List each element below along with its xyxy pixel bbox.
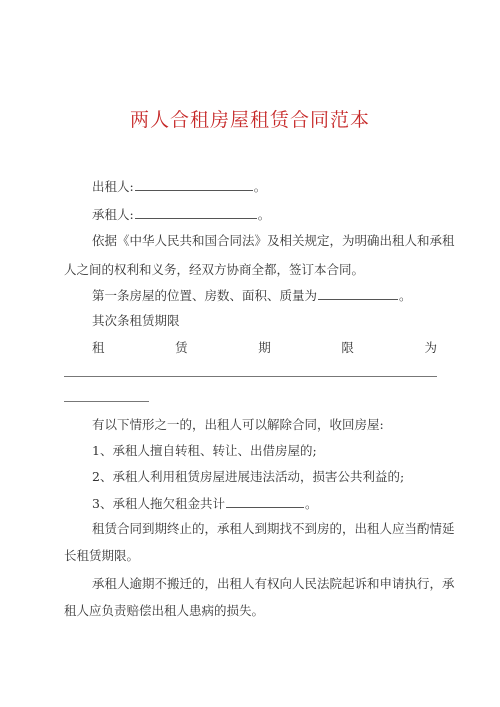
termination-item-1: 1、承租人擅自转租、转让、出借房屋的;	[92, 443, 317, 458]
intro-line-2: 人之间的权利和义务，经双方协商全都，签订本合同。	[64, 262, 365, 277]
article1-text: 第一条房屋的位置、房数、面积、质量为	[92, 288, 318, 303]
lease-term-blank-line-short[interactable]	[64, 401, 149, 402]
expiry-line-1: 租赁合同到期终止的，承租人到期找不到房的，出租人应当酌情延	[92, 521, 455, 536]
lessee-line	[92, 206, 270, 223]
lease-term-blank-line[interactable]	[64, 376, 437, 377]
lessor-label: 出租人:	[92, 179, 134, 194]
lease-term-char: 赁	[175, 340, 188, 355]
termination-intro: 有以下情形之一的，出租人可以解除合同，收回房屋:	[92, 417, 384, 432]
article2-heading: 其次条租赁期限	[92, 313, 180, 328]
lessee-blank[interactable]	[135, 206, 257, 219]
lessor-end: 。	[253, 179, 267, 194]
lease-term-char: 限	[341, 340, 354, 355]
termination-item-3	[92, 495, 317, 512]
article1-end: 。	[399, 288, 412, 303]
lease-term-char: 为	[424, 340, 437, 355]
termination-item-3-text: 3、承租人拖欠租金共计	[92, 496, 225, 511]
document-title: 两人合租房屋租赁合同范本	[129, 109, 370, 131]
lessee-label: 承租人:	[92, 207, 134, 222]
termination-item-2: 2、承租人利用租赁房屋进展违法活动，损害公共利益的;	[92, 469, 405, 484]
lessor-line	[92, 178, 266, 195]
overdue-line-1: 承租人逾期不搬迁的，出租人有权向人民法院起诉和申请执行，承	[92, 576, 455, 591]
lessor-blank[interactable]	[135, 178, 253, 191]
lease-term-char: 租	[92, 340, 105, 355]
termination-item-3-end: 。	[304, 496, 318, 511]
lease-term-char: 期	[258, 340, 271, 355]
lessee-end: 。	[257, 207, 271, 222]
article1-line	[92, 287, 412, 304]
lease-term-line	[92, 340, 437, 356]
intro-line-1: 依据《中华人民共和国合同法》及相关规定，为明确出租人和承租	[92, 233, 455, 248]
article1-blank[interactable]	[318, 287, 398, 300]
overdue-line-2: 租人应负责赔偿出租人患病的损失。	[64, 603, 265, 618]
arrears-blank[interactable]	[226, 495, 304, 508]
expiry-line-2: 长租赁期限。	[64, 548, 140, 563]
